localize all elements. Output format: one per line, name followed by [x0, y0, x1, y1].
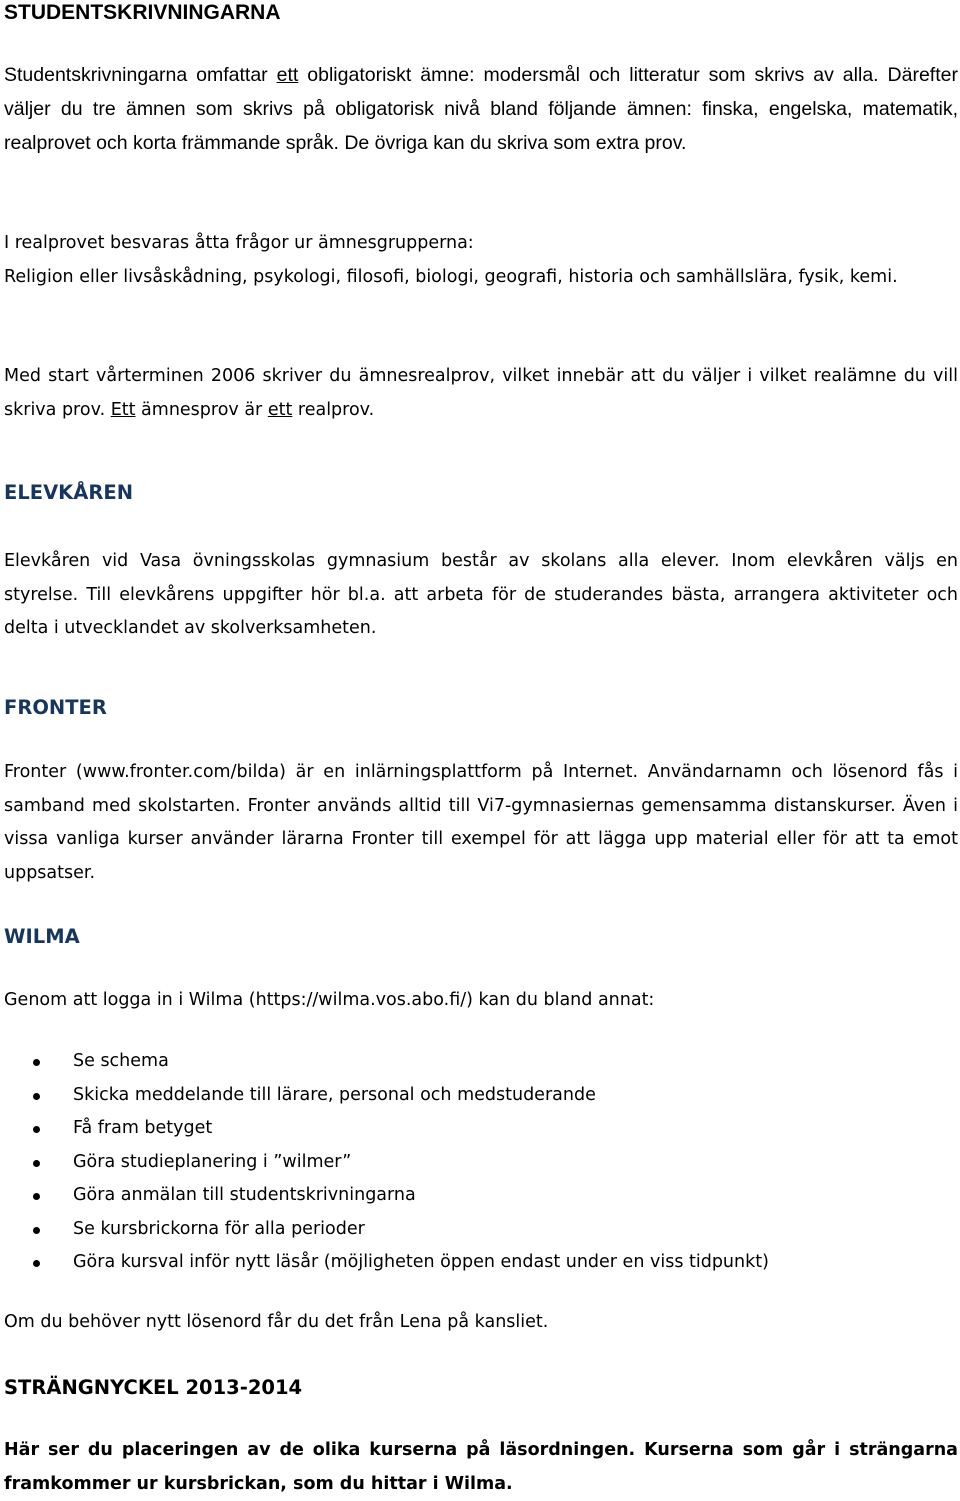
underlined-word: Ett — [110, 399, 136, 420]
list-item-label: Göra kursval inför nytt läsår (möjligheten öppen endast under en viss tidpunkt) — [73, 1252, 769, 1272]
bullet-icon — [33, 1227, 40, 1234]
list-item — [4, 1213, 958, 1247]
heading-studentskrivningarna: STUDENTSKRIVNINGARNA — [4, 1, 281, 24]
list-item — [4, 1246, 958, 1280]
list-item — [4, 1179, 958, 1213]
text-segment: Studentskrivningarna omfattar — [4, 64, 277, 86]
text-segment: ämnesprov är — [135, 399, 268, 420]
paragraph-amnesrealprov — [4, 360, 958, 427]
text-segment: Fronter ( — [4, 762, 83, 782]
paragraph-fronter — [4, 756, 958, 890]
heading-fronter: FRONTER — [4, 696, 107, 719]
underlined-word: ett — [276, 64, 299, 86]
text-segment: ) kan du bland annat: — [466, 990, 655, 1010]
heading-wilma: WILMA — [4, 925, 80, 948]
list-item — [4, 1112, 958, 1146]
paragraph-elevkaren: Elevkåren vid Vasa övningsskolas gymnasium består av skolans alla elever. Inom elevkåren väljs en styrelse. Till elevkårens uppgifter hör bl.a. att arbeta för de studerandes bästa, arrangera aktiviteter och delta i utvecklandet av skolverksamheten. — [4, 551, 958, 638]
list-item-label: Få fram betyget — [73, 1118, 213, 1138]
bullet-icon — [33, 1126, 40, 1133]
heading-strangnyckel: STRÄNGNYCKEL 2013-2014 — [4, 1376, 303, 1399]
fronter-link[interactable]: www.fronter.com/bilda — [82, 762, 280, 782]
heading-elevkaren: ELEVKÅREN — [4, 481, 134, 504]
text-segment: Med start vårterminen 2006 skriver du ämnesrealprov, vilket innebär att du väljer i vilket realämne du vill skriva prov. — [4, 366, 958, 420]
text-segment: Genom att logga in i Wilma ( — [4, 990, 256, 1010]
paragraph-studentskrivningarna-intro — [4, 58, 958, 160]
bullet-icon — [33, 1093, 40, 1100]
bullet-icon — [33, 1260, 40, 1267]
text-segment: obligatoriskt ämne: modersmål och litteratur som skrivs av alla. Därefter väljer du tre ämnen som skrivs på obligatorisk nivå bland följande ämnen: finska, engelska, matematik, realprovet och korta främmande språk. De övriga kan du skriva som extra prov. — [4, 64, 958, 154]
paragraph-strangnyckel: Här ser du placeringen av de olika kurserna på läsordningen. Kurserna som går i strängarna framkommer ur kursbrickan, som du hittar i Wilma. — [4, 1440, 958, 1494]
bullet-icon — [33, 1160, 40, 1167]
paragraph-realprovet-subjects: Religion eller livsåskådning, psykologi, filosofi, biologi, geografi, historia och samhällslära, fysik, kemi. — [4, 266, 898, 287]
list-item — [4, 1079, 958, 1113]
bullet-icon — [33, 1059, 40, 1066]
list-item-label: Göra anmälan till studentskrivningarna — [73, 1185, 416, 1205]
paragraph-wilma-password: Om du behöver nytt lösenord får du det från Lena på kansliet. — [4, 1312, 549, 1332]
list-item — [4, 1045, 958, 1079]
bullet-icon — [33, 1193, 40, 1200]
wilma-link[interactable]: https://wilma.vos.abo.fi/ — [255, 990, 467, 1010]
paragraph-realprovet-line1: I realprovet besvaras åtta frågor ur ämnesgrupperna: — [4, 233, 474, 253]
wilma-feature-list — [4, 1045, 958, 1280]
underlined-word: ett — [267, 399, 293, 420]
text-segment: ) är en inlärningsplattform på Internet. Användarnamn och lösenord fås i samband med skolstarten. Fronter används alltid till Vi7-gymnasiernas gemensamma distanskurser. Även i vissa vanliga kurser använder lärarna Fronter till exempel för att lägga upp material eller för att ta emot uppsatser. — [4, 762, 959, 883]
list-item-label: Skicka meddelande till lärare, personal och medstuderande — [73, 1084, 596, 1105]
list-item-label: Göra studieplanering i ”wilmer” — [73, 1151, 352, 1172]
paragraph-wilma-intro — [4, 984, 958, 1018]
text-segment: realprov. — [292, 399, 375, 420]
list-item — [4, 1146, 958, 1180]
list-item-label: Se schema — [73, 1051, 169, 1071]
list-item-label: Se kursbrickorna för alla perioder — [73, 1218, 365, 1239]
